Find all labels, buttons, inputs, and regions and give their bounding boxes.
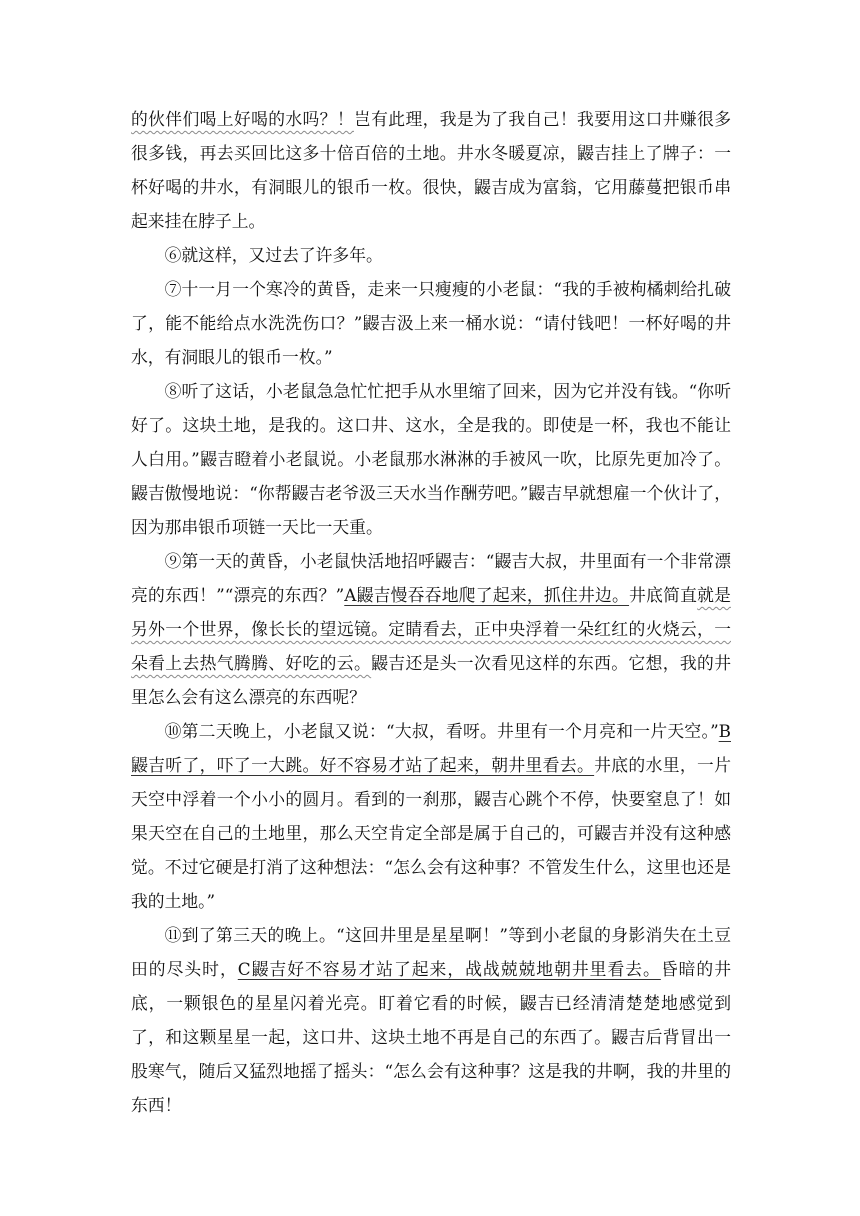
paragraph-11 (131, 918, 731, 1122)
paragraph-9 (131, 544, 731, 714)
paragraph-text: ⑨第一天的黄昏，小老鼠快活地招呼鼹吉：“鼹吉大叔，井里面有一个非常漂亮的东西！”“漂亮的东西？” (131, 551, 731, 605)
paragraph-text: 昏暗的井底，一颗银色的星星闪着光亮。盯着它看的时候，鼹吉已经清清楚楚地感觉到了，和这颗星星一起，这口井、这块土地不再是自己的东西了。鼹吉后背冒出一股寒气，随后又猛烈地摇了摇头：“怎么会有这种事？这是我的井啊，我的井里的东西！ (131, 959, 731, 1115)
paragraph-8 (131, 374, 731, 544)
underlined-sentence-b: B鼹吉听了，吓了一大跳。好不容易才站了起来，朝井里看去。 (131, 721, 731, 775)
paragraph-text: ⑧听了这话，小老鼠急急忙忙把手从水里缩了回来，因为它并没有钱。“你听好了。这块土地，是我的。这口井、这水，全是我的。即使是一杯，我也不能让人白用。”鼹吉瞪着小老鼠说。小老鼠那水淋淋的手被风一吹，比原先更加冷了。鼹吉傲慢地说：“你帮鼹吉老爷汲三天水当作酬劳吧。”鼹吉早就想雇一个伙计了，因为那串银币项链一天比一天重。 (131, 381, 731, 537)
underlined-sentence-a: A鼹吉慢吞吞地爬了起来，抓住井边。 (344, 585, 630, 605)
paragraph-text: 井底简直 (629, 585, 698, 605)
underlined-sentence-c: C鼹吉好不容易才站了起来，战战兢兢地朝井里看去。 (237, 959, 661, 979)
document-page (131, 102, 731, 1122)
paragraph-text: 岂有此理，我是为了我自己！我要用这口井赚很多很多钱，再去买回比这多十倍百倍的土地。井水冬暖夏凉，鼹吉挂上了牌子：一杯好喝的井水，有洞眼儿的银币一枚。很快，鼹吉成为富翁，它用藤蔓把银币串起来挂在脖子上。 (131, 109, 731, 231)
paragraph-text: ⑥就这样，又过去了许多年。 (164, 245, 383, 265)
paragraph-text: ⑦十一月一个寒冷的黄昏，走来一只瘦瘦的小老鼠：“我的手被枸橘刺给扎破了，能不能给点水洗洗伤口？”鼹吉汲上来一桶水说：“请付钱吧！一杯好喝的井水，有洞眼儿的银币一枚。” (131, 279, 731, 367)
paragraph-text: 鼹吉还是头一次看见这样的东西。它想，我的井里怎么会有这么漂亮的东西呢？ (131, 653, 731, 707)
paragraph-continued (131, 102, 731, 238)
wavy-underlined-text: 就是另外一个世界，像长长的望远镜。定睛看去，正中央浮着一朵红红的火烧云，一朵看上去热气腾腾、好吃的云。 (131, 585, 731, 673)
paragraph-6 (131, 238, 731, 272)
paragraph-text: 井底的水里，一片天空中浮着一个小小的圆月。看到的一刹那，鼹吉心跳个不停，快要窒息了！如果天空在自己的土地里，那么天空肯定全部是属于自己的，可鼹吉并没有这种感觉。不过它硬是打消了这种想法：“怎么会有这种事？不管发生什么，这里也还是我的土地。” (131, 755, 731, 911)
paragraph-7 (131, 272, 731, 374)
paragraph-text: ⑪到了第三天的晚上。“这回井里是星星啊！”等到小老鼠的身影消失在土豆田的尽头时， (131, 925, 731, 979)
paragraph-10 (131, 714, 731, 918)
wavy-underlined-text: 的伙伴们喝上好喝的水吗？！ (131, 109, 354, 129)
paragraph-text: ⑩第二天晚上，小老鼠又说：“大叔，看呀。井里有一个月亮和一片天空。” (164, 721, 719, 741)
